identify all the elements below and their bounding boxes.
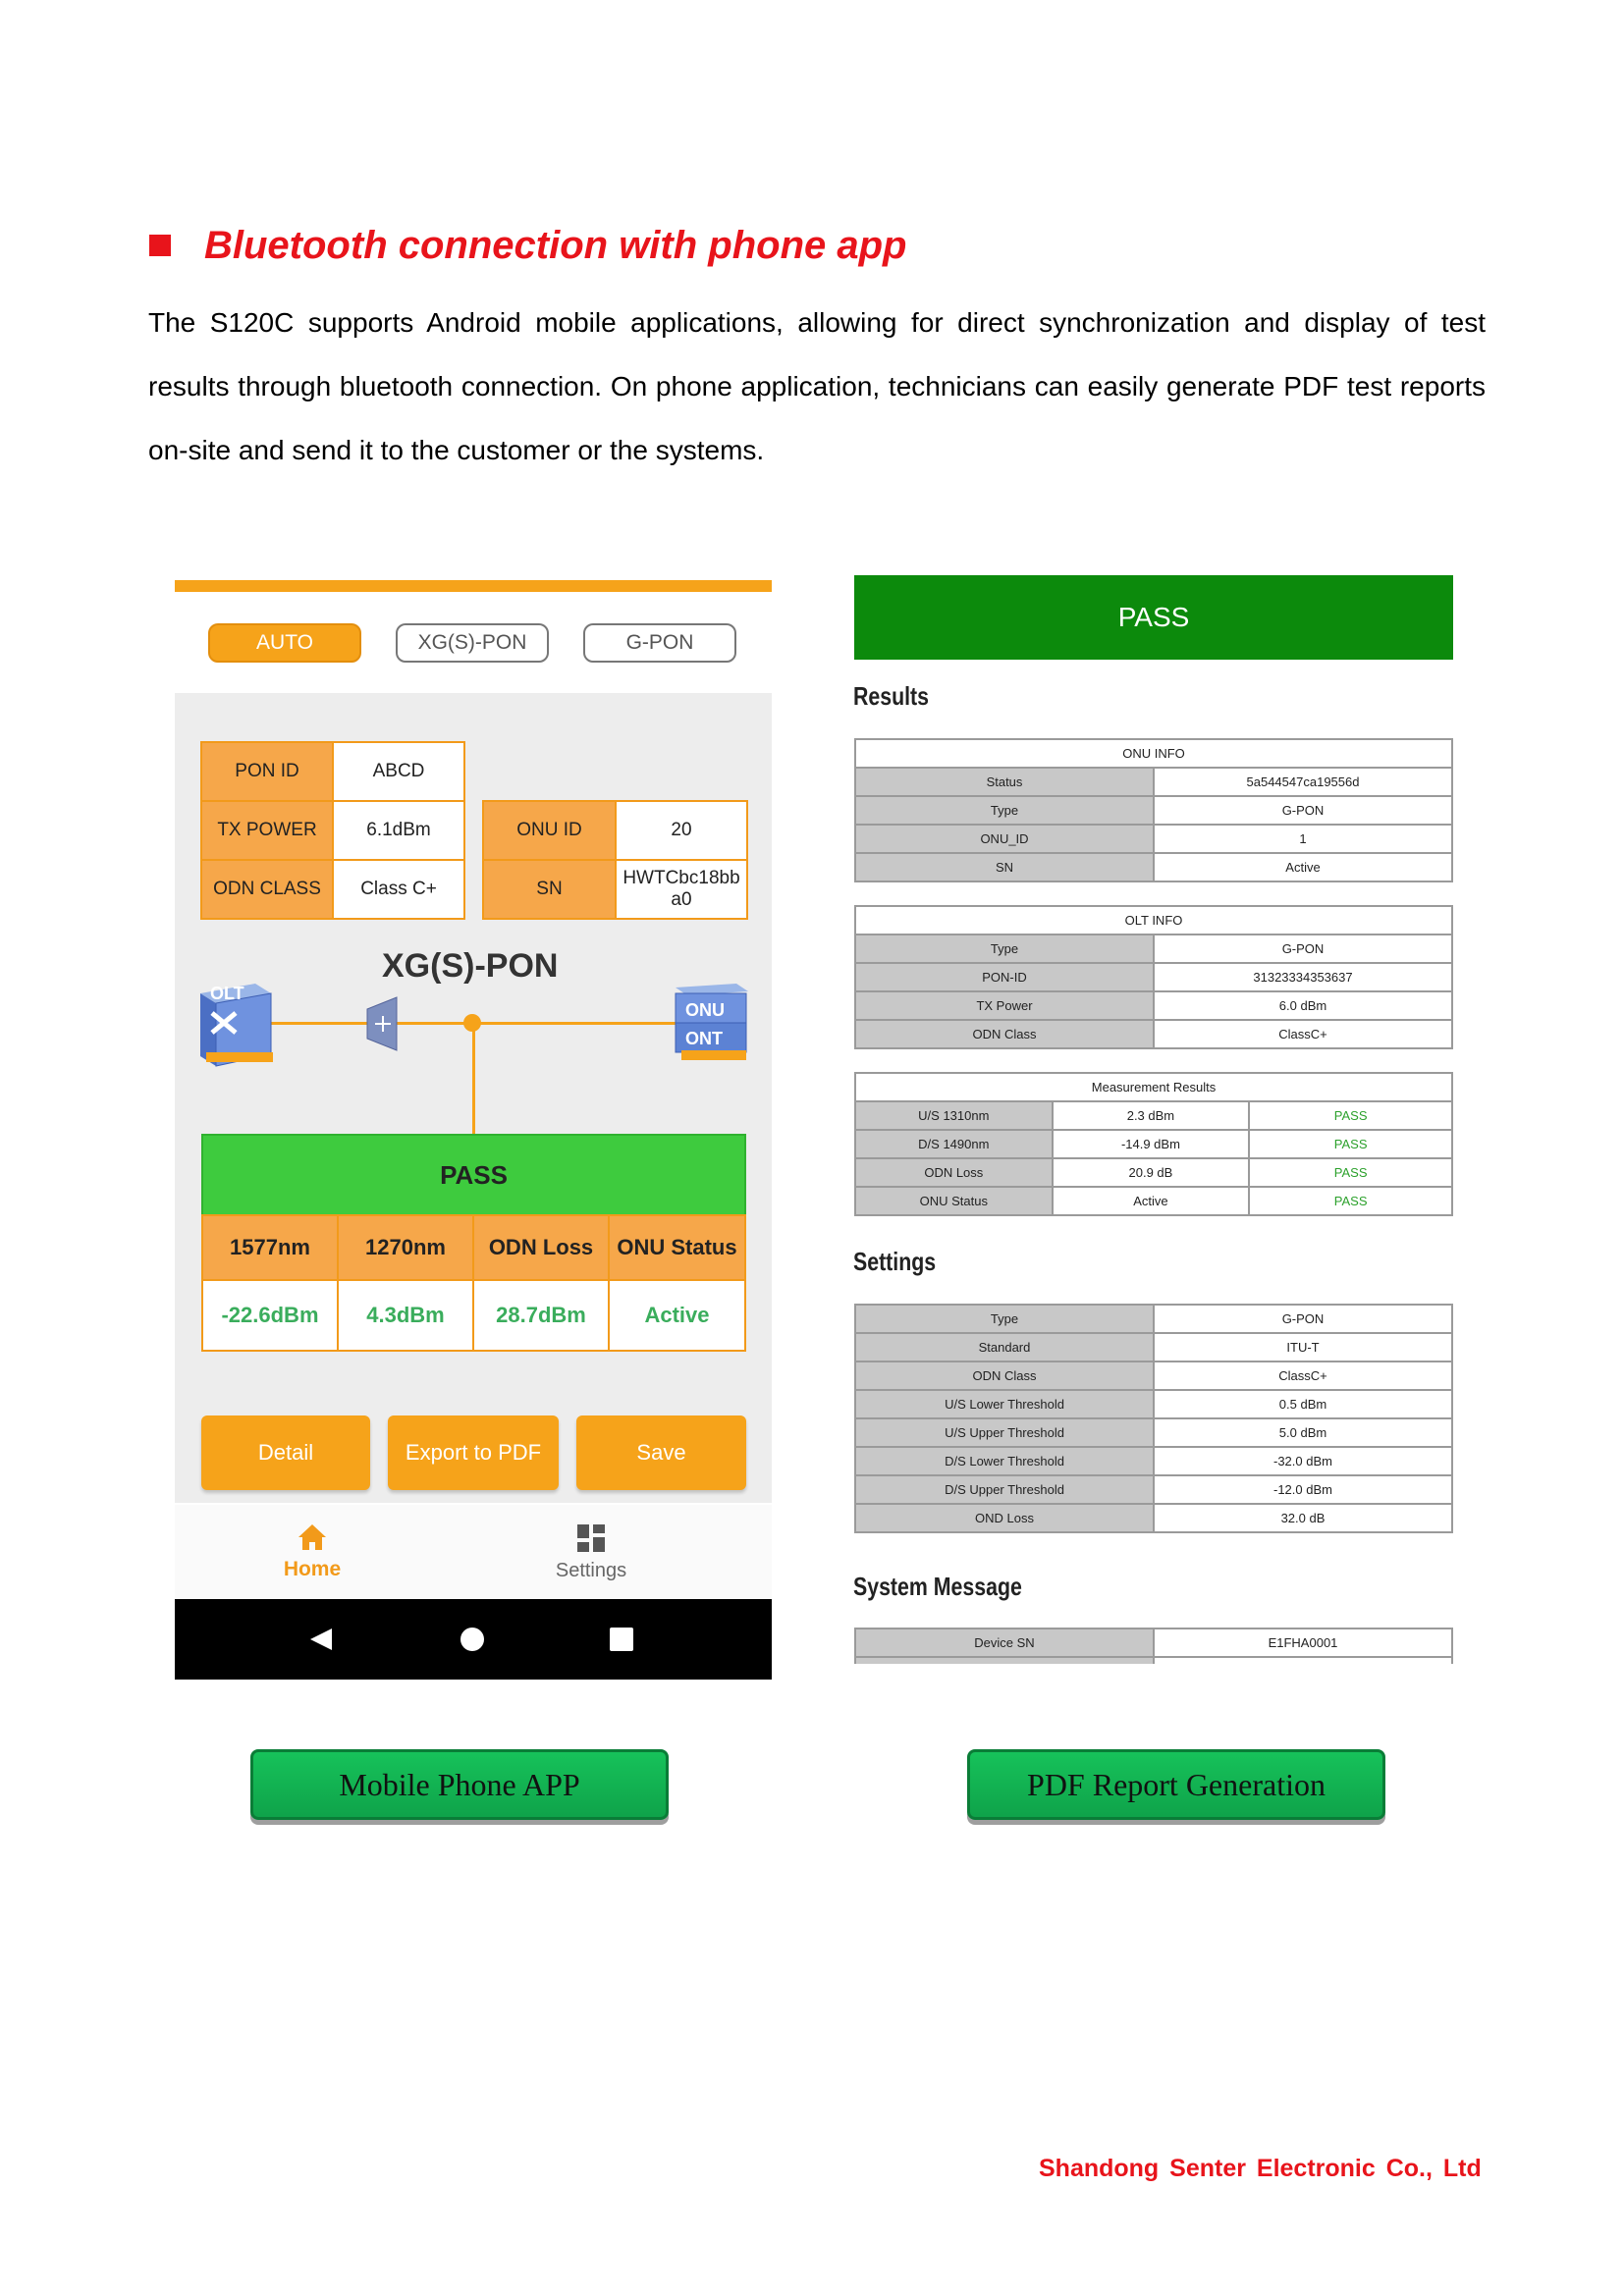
table-cell-label: ONU Status [855, 1187, 1053, 1215]
table-cell-value [1154, 1657, 1452, 1664]
table-cell-label: Device SN [855, 1629, 1154, 1657]
table-cell-value: 2.3 dBm [1053, 1101, 1250, 1130]
table-cell-status: PASS [1249, 1101, 1452, 1130]
table-cell-label: TX Power [855, 991, 1154, 1020]
table-row [855, 1475, 1452, 1504]
onu-id-label: ONU ID [482, 800, 617, 861]
result-value-1577: -22.6dBm [201, 1279, 339, 1352]
bottom-navigation [175, 1505, 772, 1599]
result-value-odn-loss: 28.7dBm [472, 1279, 610, 1352]
ont-label: ONT [685, 1029, 723, 1048]
odn-class-value: Class C+ [332, 859, 465, 920]
section-heading [149, 216, 907, 275]
table-cell-label: U/S 1310nm [855, 1101, 1053, 1130]
table-cell-label: U/S Upper Threshold [855, 1418, 1154, 1447]
table-cell-value: G-PON [1154, 1305, 1452, 1333]
fiber-drop-line [472, 1022, 475, 1134]
system-message-table [854, 1628, 1453, 1664]
report-system-message-title: System Message [853, 1572, 1022, 1601]
table-cell-label: Status [855, 768, 1154, 796]
table-cell-label: ONU_ID [855, 825, 1154, 853]
recents-icon[interactable] [609, 1627, 634, 1652]
company-footer: Shandong Senter Electronic Co., Ltd [1039, 2155, 1482, 2182]
table-cell-value: Active [1053, 1187, 1250, 1215]
table-cell-label: ODN Loss [855, 1158, 1053, 1187]
table-row [855, 1130, 1452, 1158]
caption-pdf-report-generation: PDF Report Generation [967, 1749, 1385, 1820]
table-cell-value: 1 [1154, 825, 1452, 853]
app-top-bar [175, 580, 772, 592]
table-cell-value: G-PON [1154, 796, 1452, 825]
sn-value-line1: HWTCbc18bb [623, 868, 740, 888]
table-cell-label: Type [855, 934, 1154, 963]
table-cell-label: Standard [855, 1333, 1154, 1362]
result-value-onu-status: Active [608, 1279, 746, 1352]
table-cell-value: ITU-T [1154, 1333, 1452, 1362]
table-cell-status: PASS [1249, 1130, 1452, 1158]
table-cell-label: ODN Class [855, 1020, 1154, 1048]
mode-xgs-pon-button[interactable]: XG(S)-PON [396, 623, 549, 663]
table-row [855, 1657, 1452, 1664]
onu-ont-device-icon [672, 980, 752, 1064]
square-bullet-icon [149, 235, 171, 256]
android-system-bar [175, 1599, 772, 1680]
table-cell-value: 32.0 dB [1154, 1504, 1452, 1532]
olt-info-table [854, 905, 1453, 1049]
table-row [855, 768, 1452, 796]
nav-home-label: Home [283, 1558, 342, 1580]
table-cell-label: PON-ID [855, 963, 1154, 991]
nav-settings-label: Settings [555, 1559, 627, 1581]
table-cell-value: 5a544547ca19556d [1154, 768, 1452, 796]
table-row [855, 1101, 1452, 1130]
settings-grid-icon [575, 1522, 607, 1554]
table-row [855, 1390, 1452, 1418]
table-cell-label: ODN Class [855, 1362, 1154, 1390]
olt-device-icon [196, 972, 277, 1070]
sn-value [615, 859, 748, 920]
tx-power-value: 6.1dBm [332, 800, 465, 861]
table-row [855, 934, 1452, 963]
table-row [855, 1418, 1452, 1447]
table-cell-status: PASS [1249, 1187, 1452, 1215]
sn-label: SN [482, 859, 617, 920]
table-cell-label: Type [855, 796, 1154, 825]
table-cell-value: ClassC+ [1154, 1020, 1452, 1048]
pon-id-label: PON ID [200, 741, 334, 802]
olt-info-title: OLT INFO [855, 906, 1452, 934]
save-button[interactable]: Save [576, 1415, 746, 1490]
table-row [855, 1362, 1452, 1390]
table-cell-label: OND Loss [855, 1504, 1154, 1532]
table-cell-label: D/S Lower Threshold [855, 1447, 1154, 1475]
table-row [855, 1158, 1452, 1187]
table-cell-value: -14.9 dBm [1053, 1130, 1250, 1158]
measurement-results-table [854, 1072, 1453, 1216]
result-pass-banner: PASS [201, 1134, 746, 1216]
onu-id-value: 20 [615, 800, 748, 861]
detail-button[interactable]: Detail [201, 1415, 370, 1490]
table-cell-value: 0.5 dBm [1154, 1390, 1452, 1418]
table-cell-value: -32.0 dBm [1154, 1447, 1452, 1475]
nav-home[interactable] [214, 1505, 410, 1599]
table-cell-value: 20.9 dB [1053, 1158, 1250, 1187]
table-cell-status: PASS [1249, 1158, 1452, 1187]
result-header-onu-status: ONU Status [608, 1214, 746, 1281]
measurement-results-title: Measurement Results [855, 1073, 1452, 1101]
table-row [855, 853, 1452, 881]
home-circle-icon[interactable] [460, 1627, 485, 1652]
splitter-node-icon [463, 1014, 481, 1032]
table-cell-label [855, 1657, 1154, 1664]
result-value-1270: 4.3dBm [337, 1279, 474, 1352]
odn-class-label: ODN CLASS [200, 859, 334, 920]
home-icon [297, 1522, 328, 1552]
onu-info-title: ONU INFO [855, 739, 1452, 768]
optical-coupler-icon [363, 995, 403, 1052]
nav-settings[interactable] [493, 1505, 689, 1599]
mode-auto-button[interactable]: AUTO [208, 623, 361, 663]
result-header-odn-loss: ODN Loss [472, 1214, 610, 1281]
onu-label: ONU [685, 1000, 725, 1020]
settings-table [854, 1304, 1453, 1533]
report-settings-title: Settings [853, 1247, 937, 1276]
table-cell-label: U/S Lower Threshold [855, 1390, 1154, 1418]
table-cell-label: SN [855, 853, 1154, 881]
table-row [855, 1187, 1452, 1215]
table-row [855, 963, 1452, 991]
table-row [855, 825, 1452, 853]
table-row [855, 1447, 1452, 1475]
report-pass-banner: PASS [854, 575, 1453, 660]
sn-value-line2: a0 [671, 889, 692, 910]
table-cell-value: 5.0 dBm [1154, 1418, 1452, 1447]
tx-power-label: TX POWER [200, 800, 334, 861]
table-cell-value: 31323334353637 [1154, 963, 1452, 991]
table-row [855, 991, 1452, 1020]
onu-info-table [854, 738, 1453, 882]
caption-mobile-phone-app: Mobile Phone APP [250, 1749, 669, 1820]
back-icon[interactable] [308, 1627, 334, 1652]
result-header-1577: 1577nm [201, 1214, 339, 1281]
export-pdf-button[interactable]: Export to PDF [388, 1415, 559, 1490]
table-row [855, 796, 1452, 825]
table-cell-value: 6.0 dBm [1154, 991, 1452, 1020]
table-cell-value: E1FHA0001 [1154, 1629, 1452, 1657]
mode-g-pon-button[interactable]: G-PON [583, 623, 736, 663]
result-header-1270: 1270nm [337, 1214, 474, 1281]
table-cell-label: D/S 1490nm [855, 1130, 1053, 1158]
olt-label: OLT [210, 984, 244, 1003]
pon-id-value: ABCD [332, 741, 465, 802]
table-cell-value: ClassC+ [1154, 1362, 1452, 1390]
table-cell-label: D/S Upper Threshold [855, 1475, 1154, 1504]
table-cell-value: Active [1154, 853, 1452, 881]
table-row [855, 1020, 1452, 1048]
table-cell-label: Type [855, 1305, 1154, 1333]
table-row [855, 1333, 1452, 1362]
table-row [855, 1305, 1452, 1333]
table-row [855, 1629, 1452, 1657]
section-title: Bluetooth connection with phone app [204, 223, 907, 267]
pon-type-title: XG(S)-PON [382, 947, 559, 985]
intro-paragraph: The S120C supports Android mobile applications, allowing for direct synchronization and display of test results through bluetooth connection. On phone application, technicians can easily generate PDF test reports on-site and send it to the customer or the systems. [148, 307, 1486, 465]
table-row [855, 1504, 1452, 1532]
table-cell-value: -12.0 dBm [1154, 1475, 1452, 1504]
report-results-title: Results [853, 681, 930, 711]
table-cell-value: G-PON [1154, 934, 1452, 963]
